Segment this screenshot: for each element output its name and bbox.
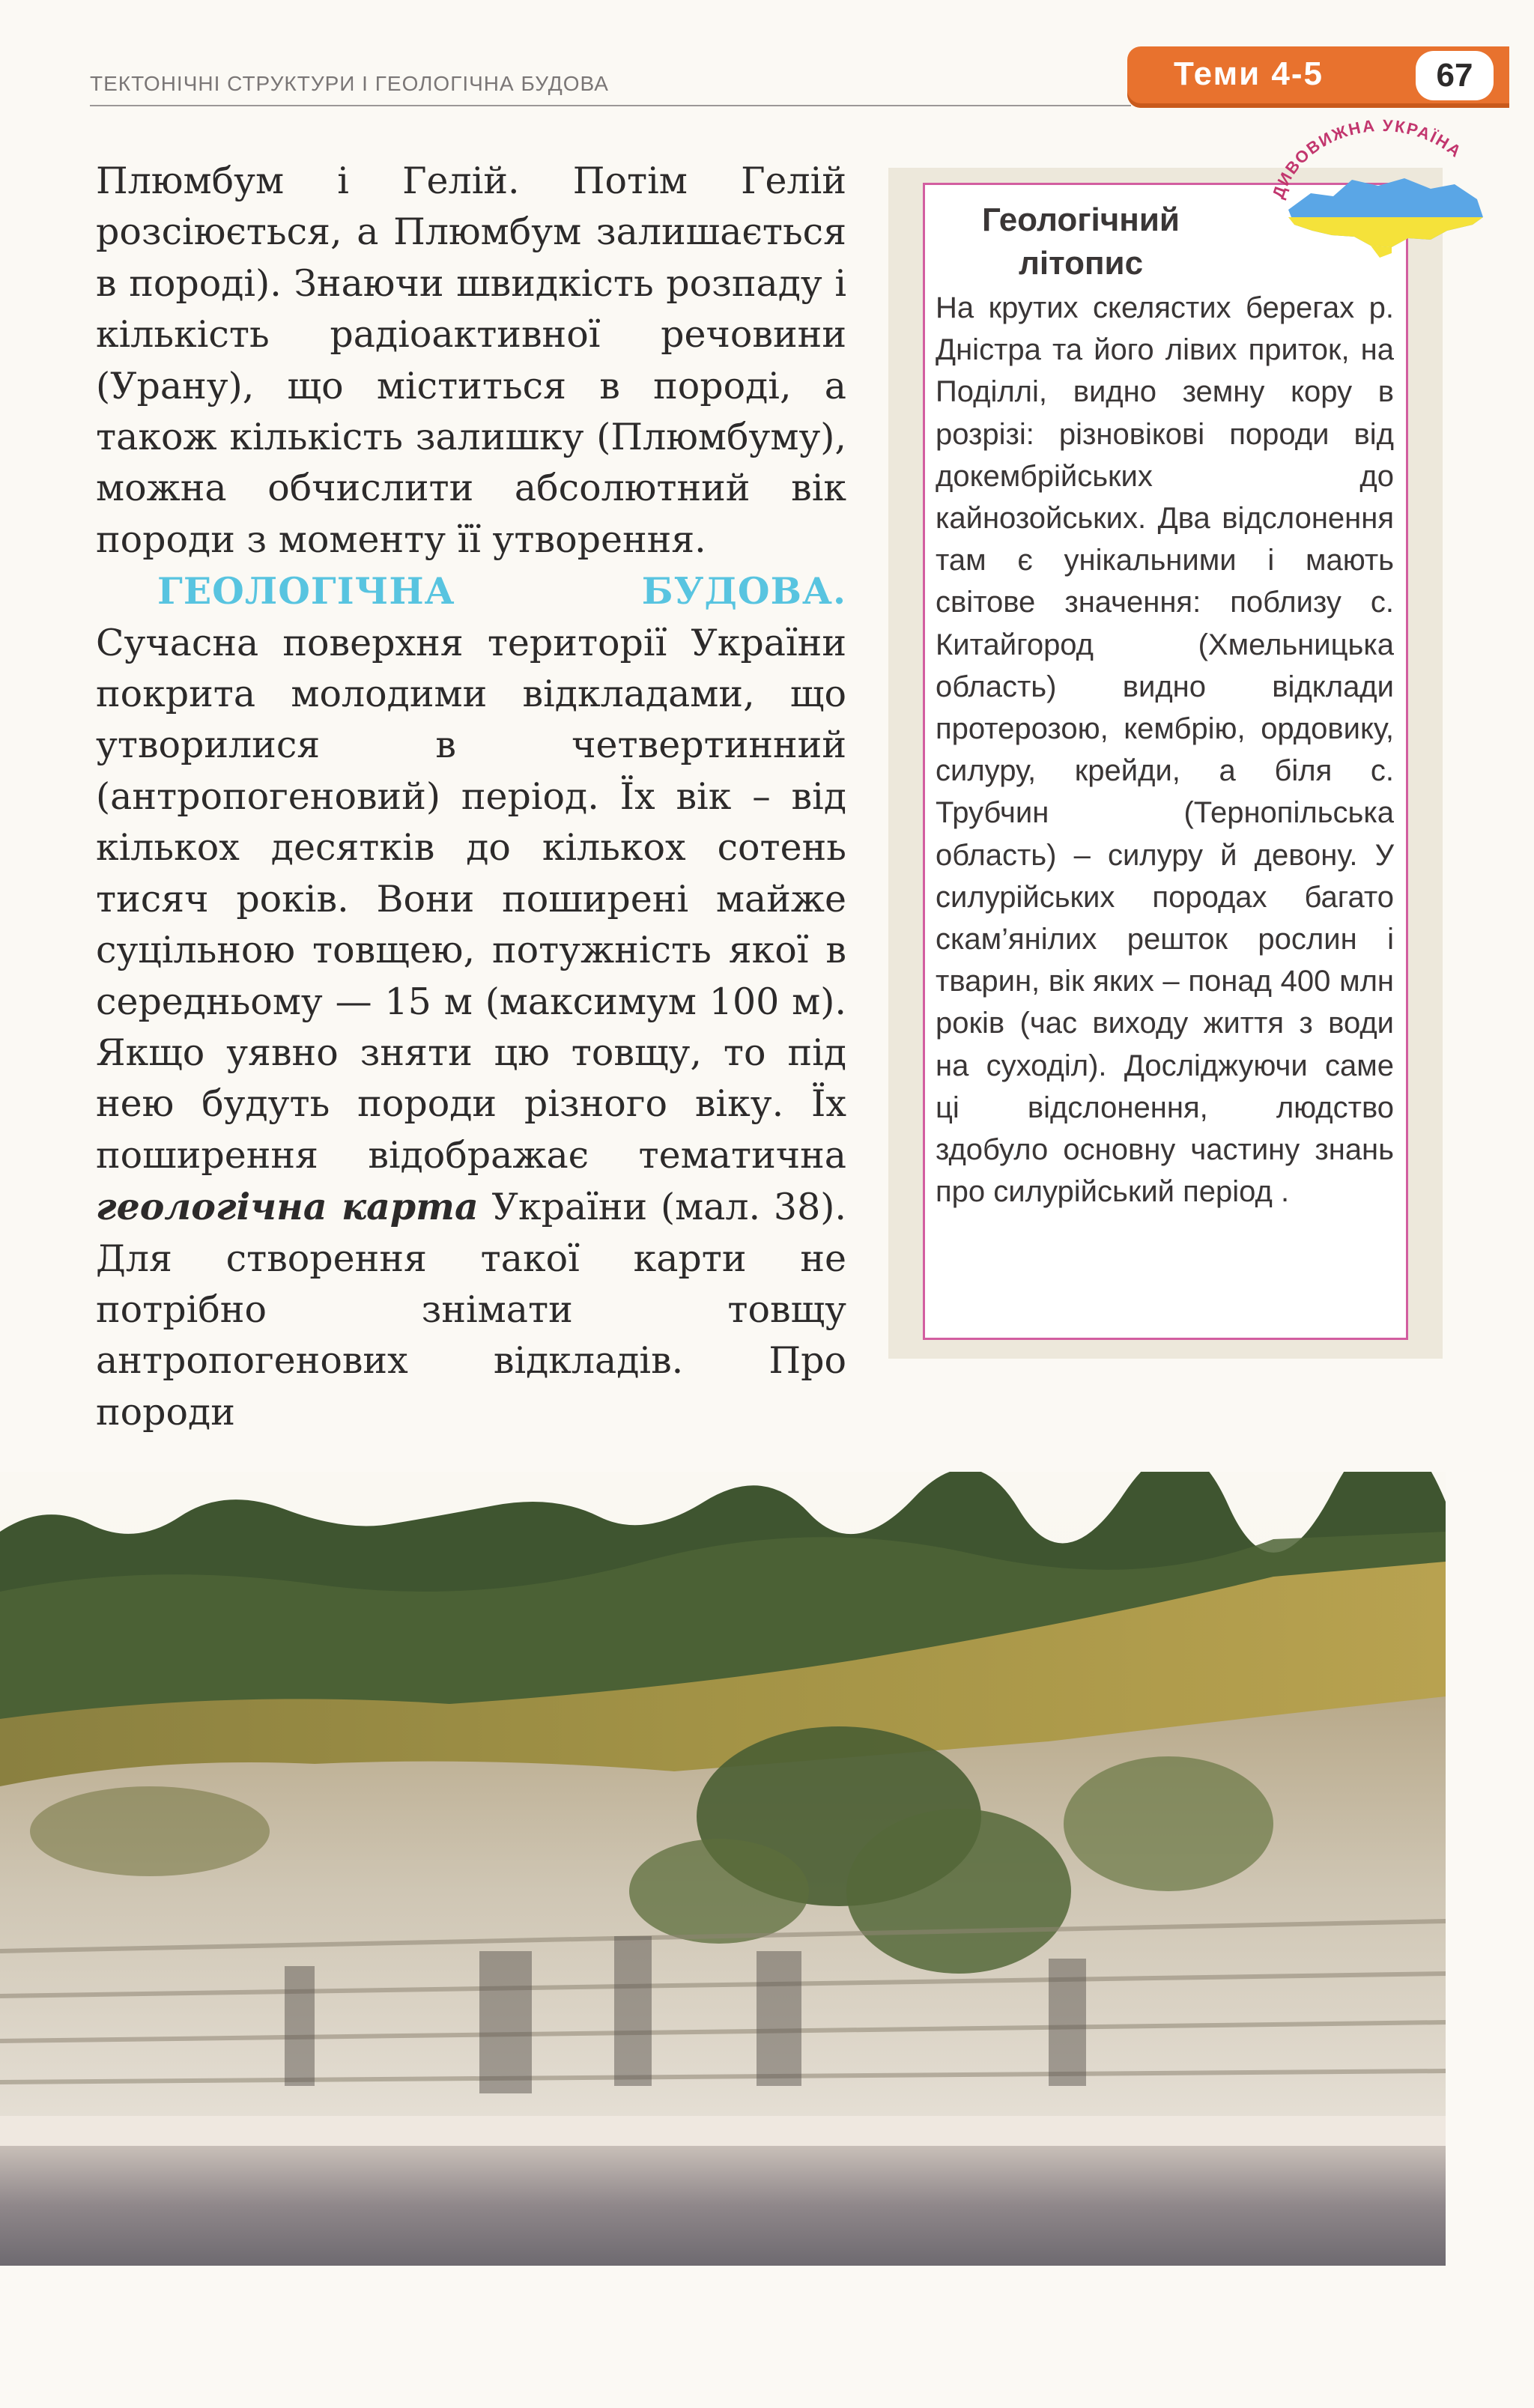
ukraine-map-icon	[1258, 105, 1506, 277]
paragraph-2-text-a: Сучасна поверхня території України покрита молодими відкладами, що утворилися в четвертинний (антропогеновий) період. Їх вік – від кількох десятків до кількох сотень тисяч років. Вони поширені майже суцільною товщею, потужність якої в середньому — 15 м (максимум 100 м). Якщо уявно зняти цю товщу, то під нею будуть породи різного віку. Їх поширення відображає тематична	[96, 621, 846, 1177]
river-cliff-photo	[0, 1472, 1446, 2266]
topic-label: Теми 4-5	[1174, 55, 1324, 92]
topic-tab	[1127, 46, 1509, 108]
paragraph-2	[96, 565, 846, 1438]
sidebar-frame	[923, 183, 1408, 1340]
badge-text: ДИВОВИЖНА УКРАЇНА	[1268, 115, 1466, 201]
sidebar-text: На крутих скелястих берегах р. Дністра та його лівих приток, на Поділлі, видно земну кору в розрізі: різновікові породи від докембрійських до кайнозойських. Два відслонення там є унікальними і мають світове значення: поблизу с. Китайгород (Хмельницька область) видно відклади протерозою, кембрію, ордовику, силуру, крейди, а біля с. Трубчин (Тернопільська область) – силуру й девону. У силурійських породах багато скам’янілих решток рослин і тварин, вік яких – понад 400 млн років (час виходу життя з води на суходіл). Досліджуючи саме ці відслонення, людство здобуло основну частину знань про силурійський період .	[936, 291, 1394, 1209]
page-number: 67	[1416, 51, 1494, 100]
sidebar-title: Геологічний літопис	[982, 201, 1180, 282]
main-text-column	[96, 156, 846, 1438]
key-term: геологічна карта	[96, 1185, 479, 1229]
section-heading: ГЕОЛОГІЧНА БУДОВА.	[157, 569, 846, 613]
amazing-ukraine-badge	[1258, 105, 1506, 277]
paragraph-1: Плюмбум і Гелій. Потім Гелій розсіюється, а Плюмбум залишається в породі). Знаючи швидкість розпаду і кількість радіоактивної речовини (Урану), що міститься в породі, а також кількість залишку (Плюмбуму), можна обчислити абсолютний вік породи з моменту її утворення.	[96, 160, 846, 561]
header-divider	[90, 105, 1131, 106]
running-title: ТЕКТОНІЧНІ СТРУКТУРИ І ГЕОЛОГІЧНА БУДОВА	[90, 72, 609, 95]
sidebar-box	[888, 168, 1443, 1359]
paragraph-2-text-b: України (мал. 38). Для створення такої карти не потрібно знімати товщу антропогенових відкладів. Про породи	[96, 1186, 846, 1434]
